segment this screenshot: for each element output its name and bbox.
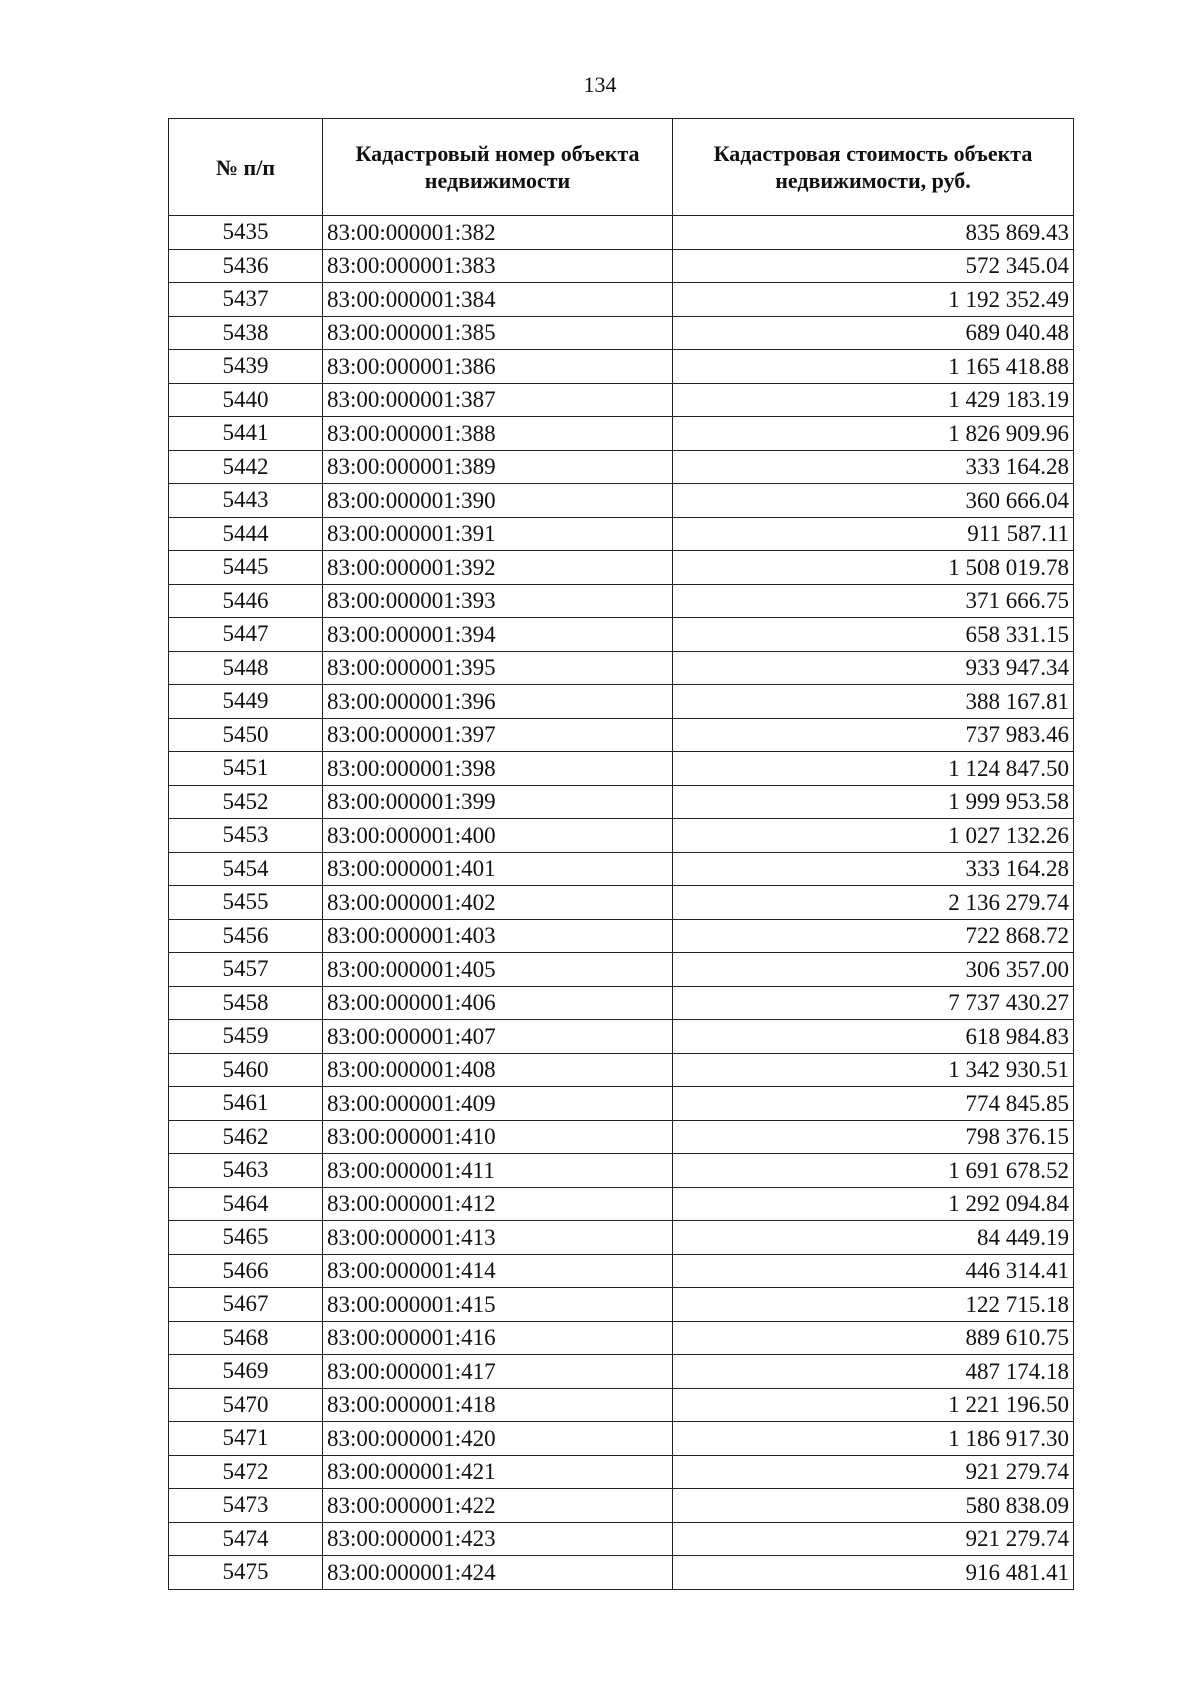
cadastral-value-cell: 1 027 132.26 xyxy=(673,819,1074,853)
header-row xyxy=(169,119,1074,216)
header-row-number: № п/п xyxy=(169,119,323,216)
row-number-cell: 5472 xyxy=(169,1455,323,1489)
cadastral-value-cell: 921 279.74 xyxy=(673,1522,1074,1556)
cadastral-value-cell: 333 164.28 xyxy=(673,852,1074,886)
cadastral-value-cell: 1 186 917.30 xyxy=(673,1422,1074,1456)
row-number-cell: 5437 xyxy=(169,283,323,317)
table-row xyxy=(169,450,1074,484)
table-row xyxy=(169,1388,1074,1422)
table-row xyxy=(169,1288,1074,1322)
cadastral-number-cell: 83:00:000001:400 xyxy=(323,819,673,853)
table-row xyxy=(169,484,1074,518)
row-number-cell: 5469 xyxy=(169,1355,323,1389)
cadastral-value-cell: 921 279.74 xyxy=(673,1455,1074,1489)
table-row xyxy=(169,1422,1074,1456)
cadastral-value-table xyxy=(168,118,1074,1590)
header-cadastral-value: Кадастровая стоимость объекта недвижимости, руб. xyxy=(673,119,1074,216)
cadastral-number-cell: 83:00:000001:410 xyxy=(323,1120,673,1154)
cadastral-number-cell: 83:00:000001:405 xyxy=(323,953,673,987)
row-number-cell: 5442 xyxy=(169,450,323,484)
table-row xyxy=(169,1053,1074,1087)
cadastral-number-cell: 83:00:000001:384 xyxy=(323,283,673,317)
cadastral-number-cell: 83:00:000001:407 xyxy=(323,1020,673,1054)
table-row xyxy=(169,1455,1074,1489)
cadastral-value-cell: 798 376.15 xyxy=(673,1120,1074,1154)
cadastral-number-cell: 83:00:000001:386 xyxy=(323,350,673,384)
cadastral-value-cell: 658 331.15 xyxy=(673,618,1074,652)
cadastral-number-cell: 83:00:000001:418 xyxy=(323,1388,673,1422)
row-number-cell: 5441 xyxy=(169,417,323,451)
table-row xyxy=(169,1321,1074,1355)
row-number-cell: 5473 xyxy=(169,1489,323,1523)
table-row xyxy=(169,316,1074,350)
cadastral-number-cell: 83:00:000001:385 xyxy=(323,316,673,350)
table-row xyxy=(169,886,1074,920)
cadastral-value-cell: 933 947.34 xyxy=(673,651,1074,685)
row-number-cell: 5471 xyxy=(169,1422,323,1456)
cadastral-number-cell: 83:00:000001:413 xyxy=(323,1221,673,1255)
table-row xyxy=(169,283,1074,317)
table-row xyxy=(169,584,1074,618)
cadastral-number-cell: 83:00:000001:382 xyxy=(323,216,673,250)
cadastral-number-cell: 83:00:000001:406 xyxy=(323,986,673,1020)
cadastral-value-cell: 1 691 678.52 xyxy=(673,1154,1074,1188)
table-row xyxy=(169,919,1074,953)
row-number-cell: 5455 xyxy=(169,886,323,920)
cadastral-number-cell: 83:00:000001:398 xyxy=(323,752,673,786)
table-row xyxy=(169,651,1074,685)
cadastral-number-cell: 83:00:000001:383 xyxy=(323,249,673,283)
cadastral-value-cell: 1 429 183.19 xyxy=(673,383,1074,417)
cadastral-value-cell: 388 167.81 xyxy=(673,685,1074,719)
row-number-cell: 5462 xyxy=(169,1120,323,1154)
table-row xyxy=(169,1489,1074,1523)
table-row xyxy=(169,1254,1074,1288)
cadastral-number-cell: 83:00:000001:399 xyxy=(323,785,673,819)
cadastral-value-cell: 360 666.04 xyxy=(673,484,1074,518)
cadastral-value-cell: 580 838.09 xyxy=(673,1489,1074,1523)
table-row xyxy=(169,1187,1074,1221)
row-number-cell: 5461 xyxy=(169,1087,323,1121)
cadastral-value-cell: 306 357.00 xyxy=(673,953,1074,987)
page-number: 134 xyxy=(583,72,617,97)
table-row xyxy=(169,852,1074,886)
row-number-cell: 5470 xyxy=(169,1388,323,1422)
row-number-cell: 5445 xyxy=(169,551,323,585)
cadastral-value-cell: 1 508 019.78 xyxy=(673,551,1074,585)
table-row xyxy=(169,819,1074,853)
table-row xyxy=(169,551,1074,585)
cadastral-value-cell: 122 715.18 xyxy=(673,1288,1074,1322)
row-number-cell: 5456 xyxy=(169,919,323,953)
cadastral-number-cell: 83:00:000001:415 xyxy=(323,1288,673,1322)
table-header xyxy=(169,119,1074,216)
row-number-cell: 5443 xyxy=(169,484,323,518)
row-number-cell: 5460 xyxy=(169,1053,323,1087)
table-row xyxy=(169,383,1074,417)
cadastral-number-cell: 83:00:000001:411 xyxy=(323,1154,673,1188)
table-row xyxy=(169,517,1074,551)
cadastral-value-cell: 835 869.43 xyxy=(673,216,1074,250)
cadastral-number-cell: 83:00:000001:423 xyxy=(323,1522,673,1556)
row-number-cell: 5466 xyxy=(169,1254,323,1288)
row-number-cell: 5454 xyxy=(169,852,323,886)
table-row xyxy=(169,1120,1074,1154)
table-row xyxy=(169,785,1074,819)
table-row xyxy=(169,685,1074,719)
cadastral-number-cell: 83:00:000001:414 xyxy=(323,1254,673,1288)
cadastral-number-cell: 83:00:000001:401 xyxy=(323,852,673,886)
cadastral-number-cell: 83:00:000001:391 xyxy=(323,517,673,551)
cadastral-value-cell: 1 342 930.51 xyxy=(673,1053,1074,1087)
cadastral-value-cell: 1 124 847.50 xyxy=(673,752,1074,786)
row-number-cell: 5436 xyxy=(169,249,323,283)
cadastral-value-cell: 1 192 352.49 xyxy=(673,283,1074,317)
table-row xyxy=(169,1154,1074,1188)
header-cadastral-number: Кадастровый номер объекта недвижимости xyxy=(323,119,673,216)
cadastral-value-cell: 618 984.83 xyxy=(673,1020,1074,1054)
table-row xyxy=(169,350,1074,384)
cadastral-number-cell: 83:00:000001:412 xyxy=(323,1187,673,1221)
cadastral-number-cell: 83:00:000001:396 xyxy=(323,685,673,719)
cadastral-value-cell: 916 481.41 xyxy=(673,1556,1074,1590)
cadastral-value-cell: 1 999 953.58 xyxy=(673,785,1074,819)
cadastral-number-cell: 83:00:000001:409 xyxy=(323,1087,673,1121)
row-number-cell: 5467 xyxy=(169,1288,323,1322)
row-number-cell: 5451 xyxy=(169,752,323,786)
cadastral-number-cell: 83:00:000001:393 xyxy=(323,584,673,618)
cadastral-value-cell: 689 040.48 xyxy=(673,316,1074,350)
row-number-cell: 5463 xyxy=(169,1154,323,1188)
row-number-cell: 5465 xyxy=(169,1221,323,1255)
row-number-cell: 5468 xyxy=(169,1321,323,1355)
cadastral-value-cell: 333 164.28 xyxy=(673,450,1074,484)
row-number-cell: 5447 xyxy=(169,618,323,652)
cadastral-number-cell: 83:00:000001:397 xyxy=(323,718,673,752)
cadastral-value-cell: 911 587.11 xyxy=(673,517,1074,551)
cadastral-number-cell: 83:00:000001:421 xyxy=(323,1455,673,1489)
cadastral-value-cell: 7 737 430.27 xyxy=(673,986,1074,1020)
cadastral-number-cell: 83:00:000001:390 xyxy=(323,484,673,518)
cadastral-number-cell: 83:00:000001:422 xyxy=(323,1489,673,1523)
table-row xyxy=(169,249,1074,283)
row-number-cell: 5452 xyxy=(169,785,323,819)
row-number-cell: 5475 xyxy=(169,1556,323,1590)
table-row xyxy=(169,1221,1074,1255)
cadastral-number-cell: 83:00:000001:387 xyxy=(323,383,673,417)
cadastral-number-cell: 83:00:000001:395 xyxy=(323,651,673,685)
cadastral-value-cell: 1 826 909.96 xyxy=(673,417,1074,451)
cadastral-value-cell: 889 610.75 xyxy=(673,1321,1074,1355)
cadastral-number-cell: 83:00:000001:392 xyxy=(323,551,673,585)
cadastral-value-cell: 572 345.04 xyxy=(673,249,1074,283)
row-number-cell: 5450 xyxy=(169,718,323,752)
cadastral-value-cell: 1 292 094.84 xyxy=(673,1187,1074,1221)
cadastral-number-cell: 83:00:000001:420 xyxy=(323,1422,673,1456)
table-row xyxy=(169,1020,1074,1054)
cadastral-value-cell: 722 868.72 xyxy=(673,919,1074,953)
row-number-cell: 5453 xyxy=(169,819,323,853)
table-row xyxy=(169,1355,1074,1389)
cadastral-value-cell: 737 983.46 xyxy=(673,718,1074,752)
row-number-cell: 5439 xyxy=(169,350,323,384)
cadastral-value-cell: 84 449.19 xyxy=(673,1221,1074,1255)
table-row xyxy=(169,1556,1074,1590)
row-number-cell: 5458 xyxy=(169,986,323,1020)
cadastral-number-cell: 83:00:000001:388 xyxy=(323,417,673,451)
cadastral-value-cell: 487 174.18 xyxy=(673,1355,1074,1389)
cadastral-value-cell: 446 314.41 xyxy=(673,1254,1074,1288)
row-number-cell: 5459 xyxy=(169,1020,323,1054)
row-number-cell: 5464 xyxy=(169,1187,323,1221)
row-number-cell: 5448 xyxy=(169,651,323,685)
table-row xyxy=(169,752,1074,786)
row-number-cell: 5449 xyxy=(169,685,323,719)
table-row xyxy=(169,953,1074,987)
row-number-cell: 5457 xyxy=(169,953,323,987)
row-number-cell: 5435 xyxy=(169,216,323,250)
cadastral-number-cell: 83:00:000001:389 xyxy=(323,450,673,484)
table-row xyxy=(169,216,1074,250)
table-row xyxy=(169,417,1074,451)
cadastral-number-cell: 83:00:000001:416 xyxy=(323,1321,673,1355)
cadastral-number-cell: 83:00:000001:402 xyxy=(323,886,673,920)
row-number-cell: 5446 xyxy=(169,584,323,618)
cadastral-value-cell: 1 221 196.50 xyxy=(673,1388,1074,1422)
row-number-cell: 5438 xyxy=(169,316,323,350)
table-body xyxy=(169,216,1074,1590)
cadastral-number-cell: 83:00:000001:424 xyxy=(323,1556,673,1590)
table-row xyxy=(169,986,1074,1020)
row-number-cell: 5440 xyxy=(169,383,323,417)
cadastral-number-cell: 83:00:000001:408 xyxy=(323,1053,673,1087)
cadastral-value-cell: 1 165 418.88 xyxy=(673,350,1074,384)
table-row xyxy=(169,718,1074,752)
cadastral-number-cell: 83:00:000001:417 xyxy=(323,1355,673,1389)
row-number-cell: 5474 xyxy=(169,1522,323,1556)
table-row xyxy=(169,1087,1074,1121)
cadastral-number-cell: 83:00:000001:394 xyxy=(323,618,673,652)
table-row xyxy=(169,1522,1074,1556)
cadastral-number-cell: 83:00:000001:403 xyxy=(323,919,673,953)
row-number-cell: 5444 xyxy=(169,517,323,551)
cadastral-value-cell: 774 845.85 xyxy=(673,1087,1074,1121)
cadastral-value-cell: 2 136 279.74 xyxy=(673,886,1074,920)
table-row xyxy=(169,618,1074,652)
cadastral-value-cell: 371 666.75 xyxy=(673,584,1074,618)
